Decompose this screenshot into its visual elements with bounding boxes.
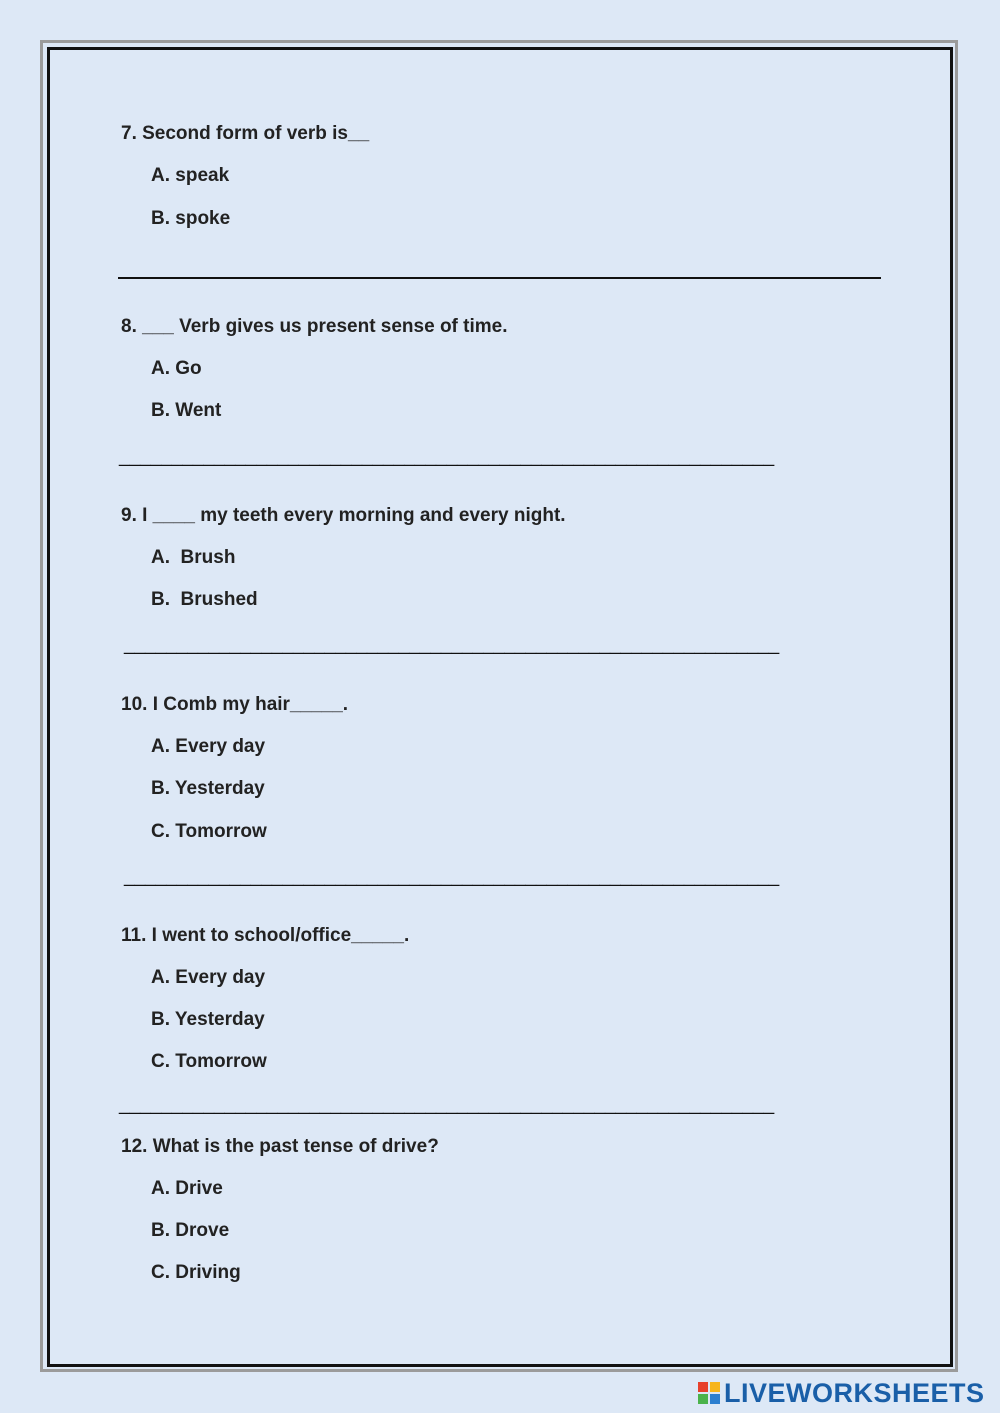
liveworksheets-logo[interactable] [698, 1378, 985, 1408]
q7-option-b[interactable]: B. spoke [151, 208, 231, 229]
q8-option-a[interactable]: A. Go [151, 358, 202, 379]
answer-line[interactable]: ______________________________________________________________ [119, 1094, 775, 1115]
q9-option-a[interactable]: A. Brush [151, 547, 236, 568]
q11-option-c[interactable]: C. Tomorrow [151, 1051, 267, 1072]
answer-line[interactable]: ______________________________________________________________ [124, 634, 780, 655]
q10-option-c[interactable]: C. Tomorrow [151, 821, 267, 842]
q9-option-b[interactable]: B. Brushed [151, 589, 258, 610]
q10-option-a[interactable]: A. Every day [151, 736, 266, 757]
q10-option-b[interactable]: B. Yesterday [151, 778, 265, 799]
liveworksheets-icon [698, 1382, 720, 1404]
q12-option-a[interactable]: A. Drive [151, 1178, 223, 1199]
q7-option-a[interactable]: A. speak [151, 165, 230, 186]
question-12: 12. What is the past tense of drive? [121, 1136, 439, 1157]
q8-option-b[interactable]: B. Went [151, 400, 222, 421]
logo-text: LIVEWORKSHEETS [724, 1377, 985, 1408]
q12-option-b[interactable]: B. Drove [151, 1220, 230, 1241]
q11-option-a[interactable]: A. Every day [151, 967, 266, 988]
q12-option-c[interactable]: C. Driving [151, 1262, 241, 1283]
question-10: 10. I Comb my hair_____. [121, 694, 349, 715]
answer-line[interactable]: ______________________________________________________________ [124, 866, 780, 887]
question-9: 9. I ____ my teeth every morning and every night. [121, 505, 566, 526]
question-11: 11. I went to school/office_____. [121, 925, 410, 946]
question-7: 7. Second form of verb is__ [121, 123, 370, 144]
q11-option-b[interactable]: B. Yesterday [151, 1009, 265, 1030]
question-8: 8. ___ Verb gives us present sense of time. [121, 316, 508, 337]
answer-line[interactable]: ______________________________________________________________ [119, 446, 775, 467]
section-divider [118, 277, 881, 279]
